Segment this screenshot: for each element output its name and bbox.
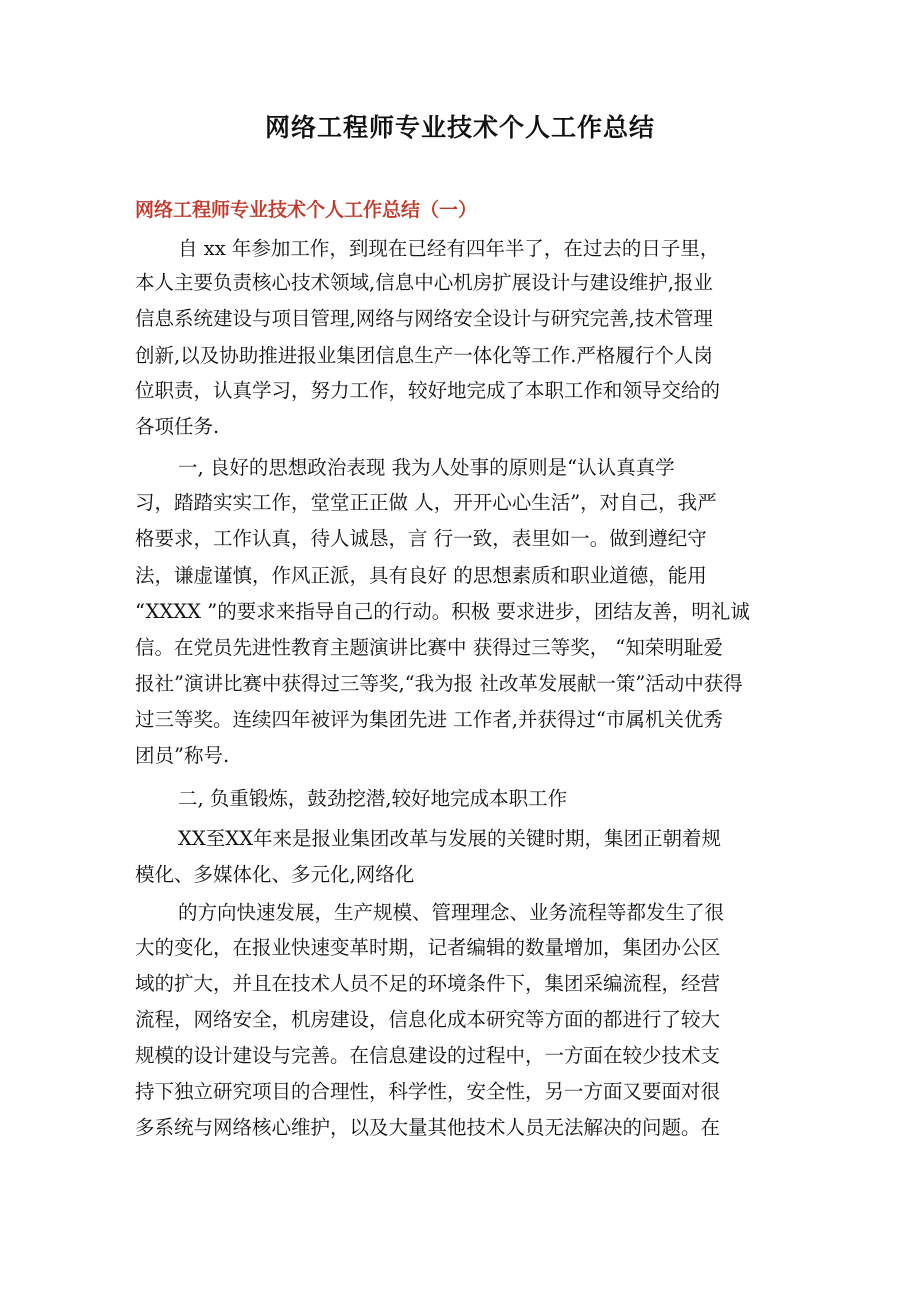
body-line: 一, 良好的思想政治表现 我为人处事的原则是“认认真真学 xyxy=(178,456,675,479)
body-line: 本人主要负责核心技术领域,信息中心机房扩展设计与建设维护,报业 xyxy=(135,271,713,294)
body-line: 格要求，工作认真，待人诚恳，言 行一致，表里如一。做到遵纪守 xyxy=(135,527,707,550)
body-line: XX至XX年来是报业集团改革与发展的关键时期，集团正朝着规 xyxy=(178,827,722,850)
body-line: 流程，网络安全，机房建设，信息化成本研究等方面的都进行了较大 xyxy=(135,1008,721,1031)
section-heading: 网络工程师专业技术个人工作总结（一） xyxy=(135,199,478,221)
body-line: 法，谦虚谨慎，作风正派，具有良好 的思想素质和职业道德，能用 xyxy=(135,564,707,587)
body-line: 规模的设计建设与完善。在信息建设的过程中，一方面在较少技术支 xyxy=(135,1044,721,1067)
body-line: 创新,以及协助推进报业集团信息生产一体化等工作.严格履行个人岗 xyxy=(135,344,713,367)
body-line: 信。在党员先进性教育主题演讲比赛中 获得过三等奖， “知荣明耻爱 xyxy=(135,636,723,659)
body-line: 二, 负重锻炼，鼓劲挖潜,较好地完成本职工作 xyxy=(178,787,568,810)
body-line: 信息系统建设与项目管理,网络与网络安全设计与研究完善,技术管理 xyxy=(135,307,713,330)
body-line: 位职责，认真学习，努力工作，较好地完成了本职工作和领导交给的 xyxy=(135,379,721,402)
body-line: 各项任务. xyxy=(135,415,220,438)
body-line: 团员”称号. xyxy=(135,744,230,767)
body-line: 报社”演讲比赛中获得过三等奖,“我为报 社改革发展献一策”活动中获得 xyxy=(135,672,743,695)
body-line: 自 xx 年参加工作，到现在已经有四年半了，在过去的日子里， xyxy=(178,237,720,260)
document-title: 网络工程师专业技术个人工作总结 xyxy=(264,113,655,142)
body-line: 持下独立研究项目的合理性，科学性，安全性，另一方面又要面对很 xyxy=(135,1080,721,1103)
body-line: 过三等奖。连续四年被评为集团先进 工作者,并获得过“市属机关优秀 xyxy=(135,708,723,731)
body-line: 域的扩大，并且在技术人员不足的环境条件下，集团采编流程，经营 xyxy=(135,972,721,995)
body-line: 的方向快速发展，生产规模、管理理念、业务流程等都发生了很 xyxy=(178,901,725,924)
body-line: 多系统与网络核心维护，以及大量其他技术人员无法解决的问题。在 xyxy=(135,1116,721,1139)
body-line: “XXXX ”的要求来指导自己的行动。积极 要求进步，团结友善，明礼诚 xyxy=(135,600,750,623)
body-line: 模化、多媒体化、多元化,网络化 xyxy=(135,863,415,886)
body-line: 大的变化，在报业快速变革时期，记者编辑的数量增加，集团办公区 xyxy=(135,936,721,959)
body-line: 习，踏踏实实工作，堂堂正正做 人，开开心心生活”，对自己，我严 xyxy=(135,491,717,514)
